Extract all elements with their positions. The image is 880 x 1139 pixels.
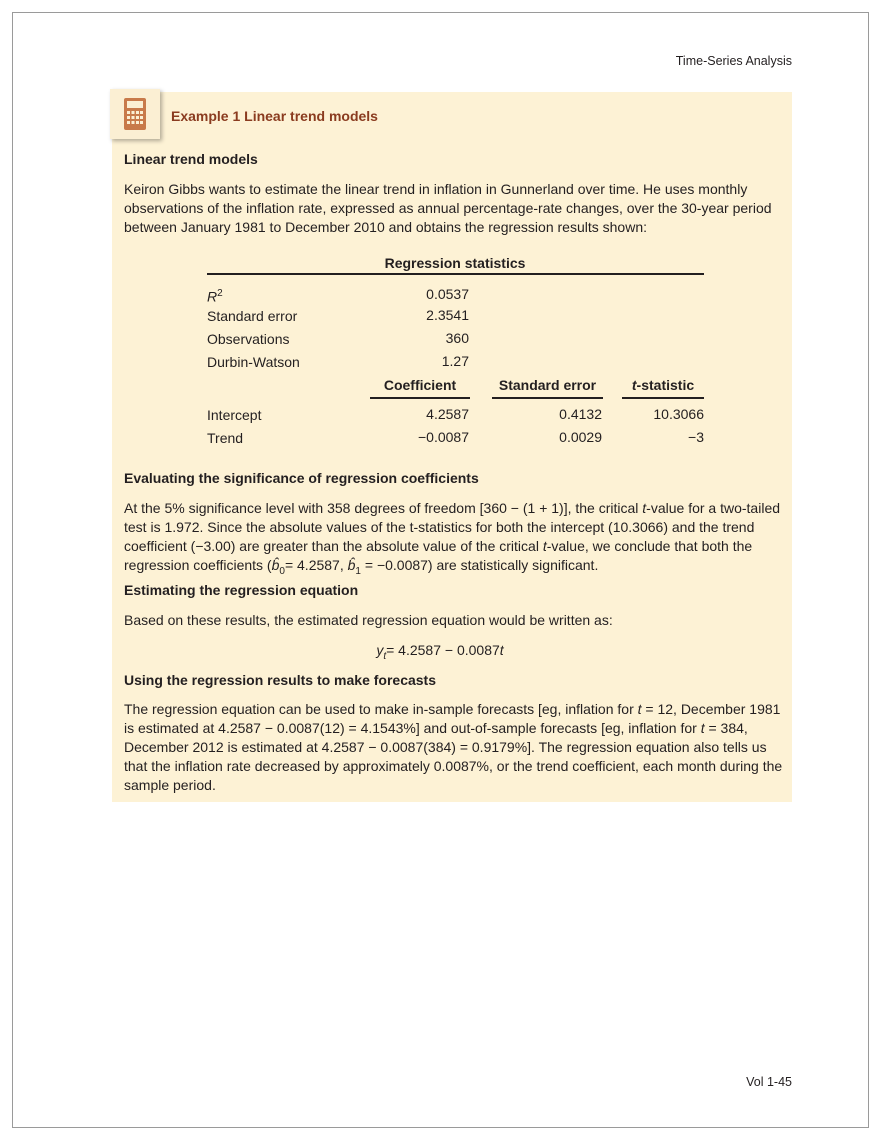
row-label: Trend (207, 430, 244, 446)
example-title: Example 1 Linear trend models (171, 108, 378, 124)
cell: 0.0029 (559, 429, 602, 445)
cell: −3 (688, 429, 704, 445)
table-rule (207, 273, 704, 275)
column-rule (370, 397, 470, 399)
stat-value: 2.3541 (426, 307, 469, 323)
section-body: Based on these results, the estimated regression equation would be written as: (124, 612, 613, 628)
cell: 10.3066 (653, 406, 704, 422)
cell: 0.4132 (559, 406, 602, 422)
stat-label: Durbin-Watson (207, 354, 300, 370)
column-rule (492, 397, 603, 399)
section-heading: Evaluating the significance of regression coefficients (124, 470, 479, 486)
stat-value: 360 (445, 330, 469, 346)
running-header: Time-Series Analysis (675, 54, 792, 68)
stat-value: 0.0537 (426, 286, 469, 302)
row-label: Intercept (207, 407, 262, 423)
cell: −0.0087 (418, 429, 469, 445)
stat-label: Standard error (207, 308, 298, 324)
table-title: Regression statistics (384, 255, 526, 271)
column-header: Coefficient (383, 377, 457, 393)
section-heading: Estimating the regression equation (124, 582, 359, 598)
page-number: Vol 1-45 (746, 1075, 792, 1089)
section-body: At the 5% significance level with 358 degrees of freedom [360 − (1 + 1)], the critical t-value for a two-tailed test is 1.972. Since the absolute values of the t-statistics for both the intercept (10.3066) and the trend coefficient (−3.00) are greater than the absolute value of the critical t-value, we conclude that both the regression coefficients ($b̂_0= 4.2587$, $b̂_1 = -0.0087$) are statistically significant. (124, 500, 781, 577)
calculator-icon (110, 89, 160, 139)
stat-label: $R^2$ (207, 288, 223, 305)
stat-label: Observations (207, 331, 290, 347)
regression-equation: $y_t= 4.2587 - 0.0087t$ (376, 642, 504, 662)
cell: 4.2587 (426, 406, 469, 422)
section-body: Keiron Gibbs wants to estimate the linear trend in inflation in Gunnerland over time. He uses monthly observations of the inflation rate, expressed as annual percentage-rate changes, over the 30-year period between January 1981 to December 2010 and obtains the regression results shown: (124, 181, 772, 235)
column-header: t-statistic (631, 377, 695, 393)
section-heading: Linear trend models (124, 151, 258, 167)
section-body: The regression equation can be used to make in-sample forecasts [eg, inflation for t = 12, December 1981 is estimated at 4.2587 − 0.0087(12) = 4.1543%] and out-of-sample forecasts [eg, inflation for t = 384, December 2012 is estimated at 4.2587 − 0.0087(384) = 0.9179%]. The regression equation also tells us that the inflation rate decreased by approximately 0.0087%, or the trend coefficient, each month during the sample period. (124, 701, 783, 793)
stat-value: 1.27 (441, 353, 469, 369)
column-rule (622, 397, 704, 399)
column-header: Standard error (498, 377, 597, 393)
section-heading: Using the regression results to make forecasts (124, 672, 436, 688)
